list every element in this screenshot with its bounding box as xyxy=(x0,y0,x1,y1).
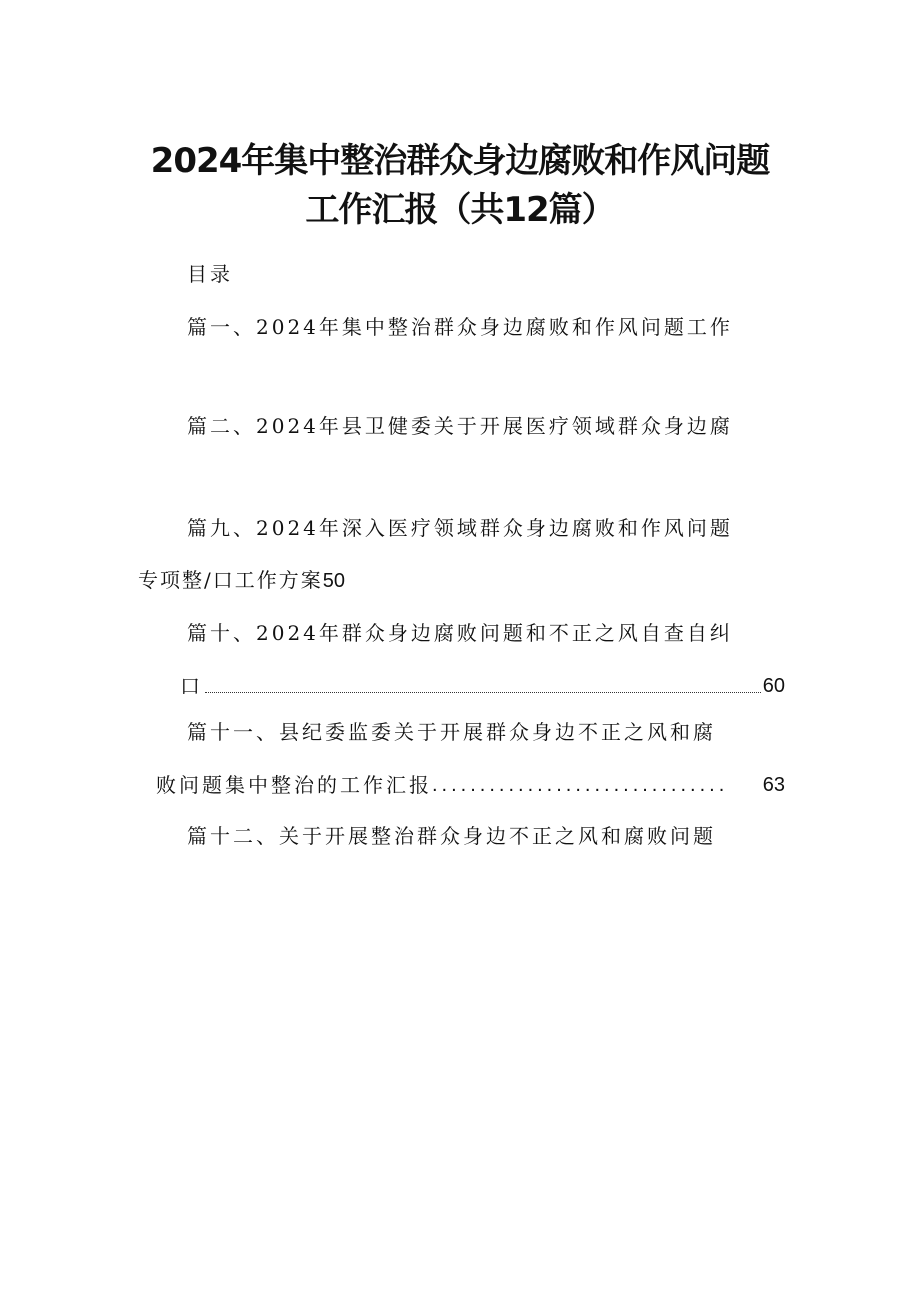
dot-leader xyxy=(205,691,761,693)
toc-entry-10: 篇十、2024年群众身边腐败问题和不正之风自查自纠 xyxy=(187,621,733,645)
toc-entry-11-cont-text: 败问题集中整治的工作汇报 xyxy=(156,773,432,797)
toc-entry-11-continuation xyxy=(156,771,785,799)
toc-entry-9: 篇九、2024年深入医疗领域群众身边腐败和作风问题 xyxy=(187,516,733,540)
toc-entry-12: 篇十二、关于开展整治群众身边不正之风和腐败问题 xyxy=(187,824,716,848)
toc-entry-11: 篇十一、县纪委监委关于开展群众身边不正之风和腐 xyxy=(187,720,716,744)
toc-entry-10-continuation xyxy=(180,672,785,700)
toc-entry-9-page: 50 xyxy=(322,570,345,592)
toc-entry-9-cont-text: 专项整/口工作方案 xyxy=(138,568,323,592)
dot-leader: ............................... xyxy=(432,774,729,796)
toc-entry-2: 篇二、2024年县卫健委关于开展医疗领域群众身边腐 xyxy=(187,414,733,438)
toc-entry-11-page: 63 xyxy=(762,774,785,796)
toc-heading: 目录 xyxy=(187,262,233,286)
toc-entry-10-cont-text: 口 xyxy=(180,674,203,698)
toc-entry-1: 篇一、2024年集中整治群众身边腐败和作风问题工作 xyxy=(187,315,733,339)
document-title-line2: 工作汇报（共12篇） xyxy=(305,190,615,230)
toc-entry-9-continuation xyxy=(138,566,345,595)
document-title-line1: 2024年集中整治群众身边腐败和作风问题 xyxy=(150,141,770,181)
toc-entry-10-page: 60 xyxy=(762,675,785,697)
